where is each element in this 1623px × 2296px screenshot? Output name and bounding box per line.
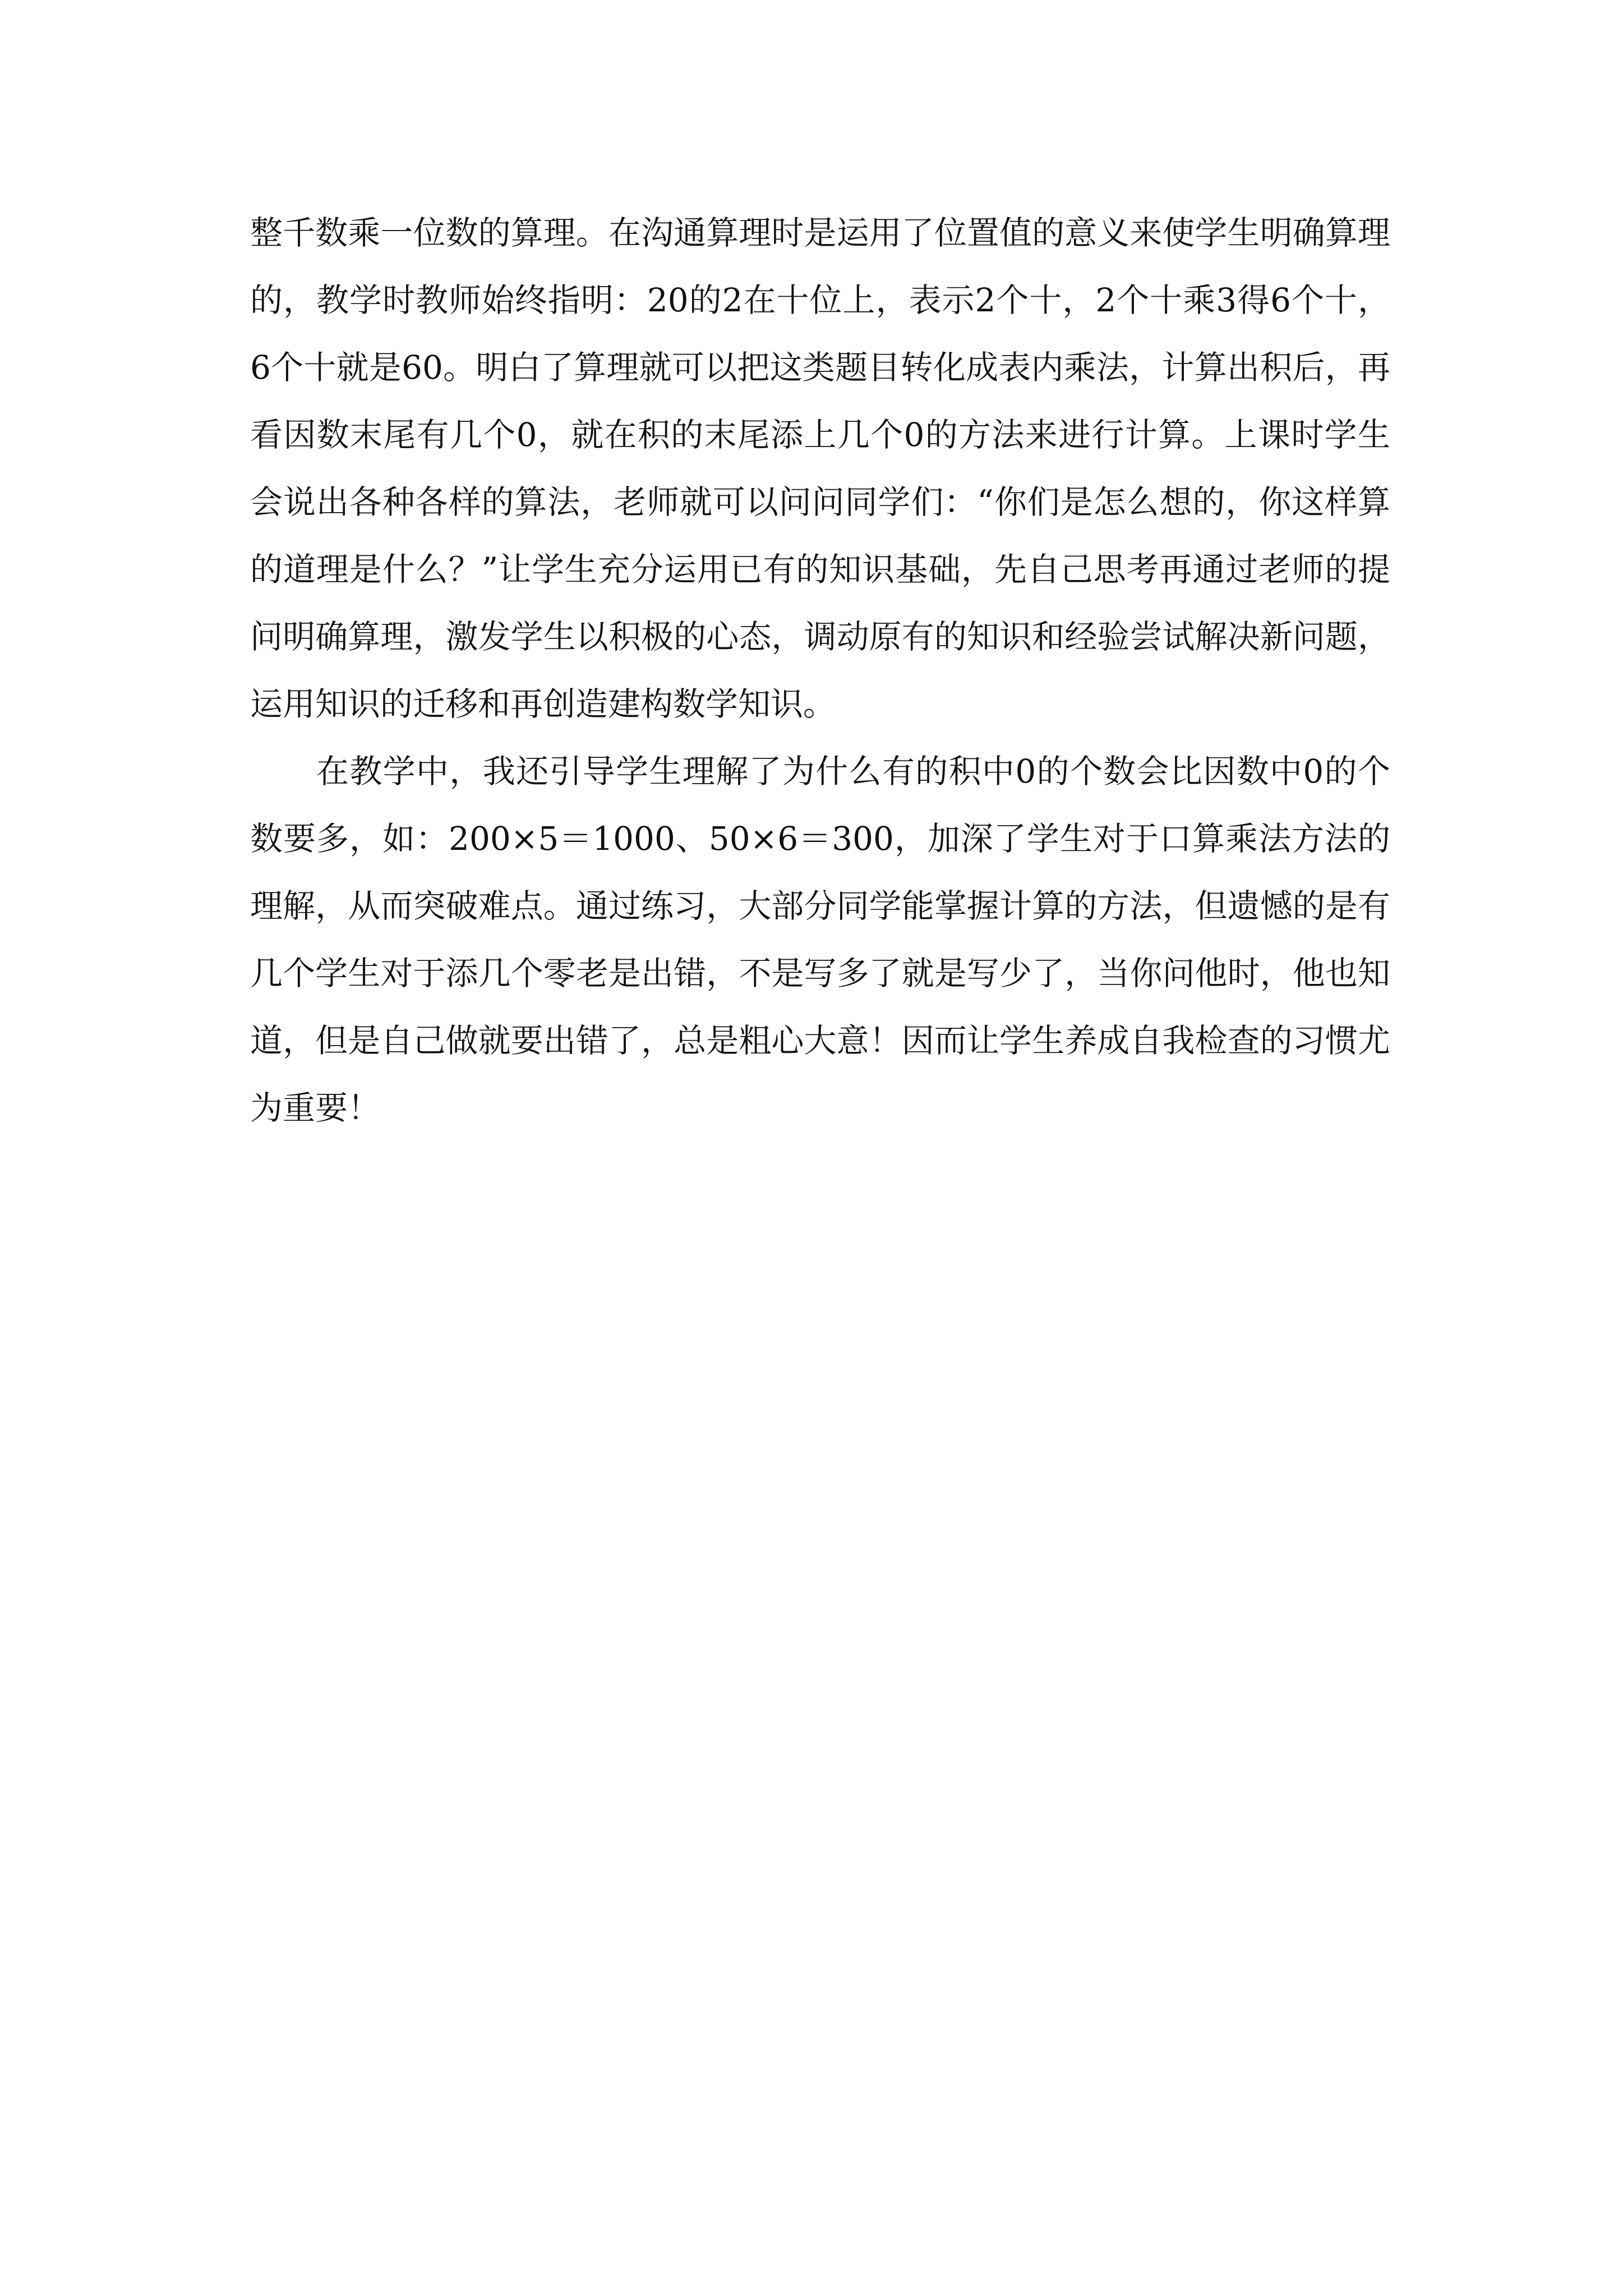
- document-body: [250, 199, 1390, 1142]
- paragraph-2: 在教学中，我还引导学生理解了为什么有的积中0的个数会比因数中0的个数要多，如：200×5＝1000、50×6＝300，加深了学生对于口算乘法方法的理解，从而突破难点。通过练习，大部分同学能掌握计算的方法，但遗憾的是有几个学生对于添几个零老是出错，不是写多了就是写少了，当你问他时，他也知道，但是自己做就要出错了，总是粗心大意！因而让学生养成自我检查的习惯尤为重要！: [250, 752, 1390, 1127]
- paragraph-1: 整千数乘一位数的算理。在沟通算理时是运用了位置值的意义来使学生明确算理的，教学时教师始终指明：20的2在十位上，表示2个十，2个十乘3得6个十，6个十就是60。明白了算理就可以把这类题目转化成表内乘法，计算出积后，再看因数末尾有几个0，就在积的末尾添上几个0的方法来进行计算。上课时学生会说出各种各样的算法，老师就可以问问同学们：“你们是怎么想的，你这样算的道理是什么？”让学生充分运用已有的知识基础，先自己思考再通过老师的提问明确算理，激发学生以积极的心态，调动原有的知识和经验尝试解决新问题，运用知识的迁移和再创造建构数学知识。: [250, 214, 1390, 723]
